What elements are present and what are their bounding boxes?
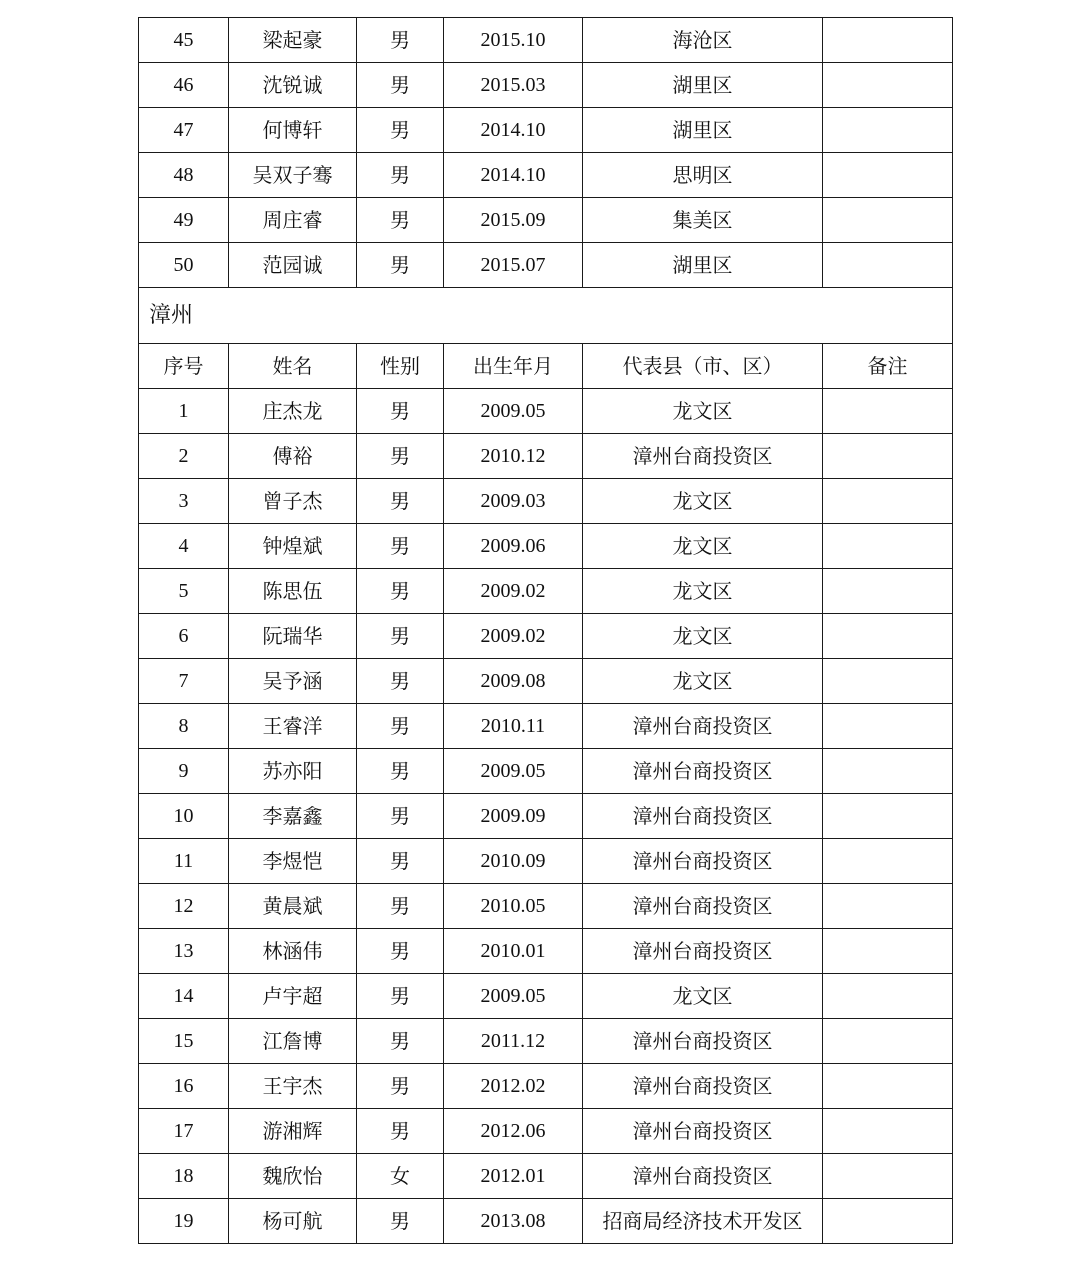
cell-district: 海沧区 bbox=[583, 18, 823, 63]
cell-note bbox=[823, 794, 953, 839]
cell-birth: 2012.01 bbox=[444, 1154, 583, 1199]
cell-birth: 2015.10 bbox=[444, 18, 583, 63]
header-row bbox=[139, 344, 953, 389]
cell-note bbox=[823, 389, 953, 434]
table-row bbox=[139, 389, 953, 434]
cell-birth: 2014.10 bbox=[444, 108, 583, 153]
cell-name: 何博轩 bbox=[229, 108, 357, 153]
cell-name: 钟煌斌 bbox=[229, 524, 357, 569]
cell-note bbox=[823, 153, 953, 198]
table-row bbox=[139, 749, 953, 794]
cell-note bbox=[823, 198, 953, 243]
cell-birth: 2009.09 bbox=[444, 794, 583, 839]
cell-district: 湖里区 bbox=[583, 243, 823, 288]
cell-note bbox=[823, 1064, 953, 1109]
cell-gender: 男 bbox=[357, 704, 444, 749]
cell-note bbox=[823, 1199, 953, 1244]
cell-note bbox=[823, 749, 953, 794]
cell-birth: 2015.03 bbox=[444, 63, 583, 108]
cell-gender: 男 bbox=[357, 153, 444, 198]
table-row bbox=[139, 569, 953, 614]
cell-district: 漳州台商投资区 bbox=[583, 1064, 823, 1109]
cell-name: 沈锐诚 bbox=[229, 63, 357, 108]
cell-birth: 2009.03 bbox=[444, 479, 583, 524]
header-no: 序号 bbox=[139, 344, 229, 389]
table-row bbox=[139, 659, 953, 704]
cell-no: 1 bbox=[139, 389, 229, 434]
cell-name: 江詹博 bbox=[229, 1019, 357, 1064]
cell-no: 18 bbox=[139, 1154, 229, 1199]
cell-district: 龙文区 bbox=[583, 479, 823, 524]
cell-birth: 2009.08 bbox=[444, 659, 583, 704]
cell-note bbox=[823, 1019, 953, 1064]
cell-name: 曾子杰 bbox=[229, 479, 357, 524]
cell-gender: 男 bbox=[357, 884, 444, 929]
cell-gender: 男 bbox=[357, 839, 444, 884]
cell-no: 50 bbox=[139, 243, 229, 288]
table-row bbox=[139, 974, 953, 1019]
cell-gender: 男 bbox=[357, 569, 444, 614]
cell-district: 龙文区 bbox=[583, 614, 823, 659]
cell-note bbox=[823, 704, 953, 749]
cell-name: 吴予涵 bbox=[229, 659, 357, 704]
cell-note bbox=[823, 108, 953, 153]
cell-gender: 男 bbox=[357, 243, 444, 288]
table-row bbox=[139, 1154, 953, 1199]
cell-no: 12 bbox=[139, 884, 229, 929]
cell-name: 庄杰龙 bbox=[229, 389, 357, 434]
cell-district: 漳州台商投资区 bbox=[583, 749, 823, 794]
cell-no: 4 bbox=[139, 524, 229, 569]
cell-note bbox=[823, 18, 953, 63]
cell-district: 湖里区 bbox=[583, 108, 823, 153]
cell-district: 集美区 bbox=[583, 198, 823, 243]
table-row bbox=[139, 614, 953, 659]
cell-gender: 男 bbox=[357, 63, 444, 108]
header-gender: 性别 bbox=[357, 344, 444, 389]
header-name: 姓名 bbox=[229, 344, 357, 389]
cell-gender: 男 bbox=[357, 524, 444, 569]
cell-birth: 2013.08 bbox=[444, 1199, 583, 1244]
cell-name: 李嘉鑫 bbox=[229, 794, 357, 839]
cell-birth: 2009.06 bbox=[444, 524, 583, 569]
cell-gender: 女 bbox=[357, 1154, 444, 1199]
cell-district: 招商局经济技术开发区 bbox=[583, 1199, 823, 1244]
cell-note bbox=[823, 1109, 953, 1154]
cell-birth: 2010.05 bbox=[444, 884, 583, 929]
cell-district: 龙文区 bbox=[583, 524, 823, 569]
cell-birth: 2012.02 bbox=[444, 1064, 583, 1109]
cell-no: 13 bbox=[139, 929, 229, 974]
cell-gender: 男 bbox=[357, 479, 444, 524]
cell-birth: 2015.07 bbox=[444, 243, 583, 288]
cell-district: 漳州台商投资区 bbox=[583, 1154, 823, 1199]
cell-no: 10 bbox=[139, 794, 229, 839]
cell-name: 范园诚 bbox=[229, 243, 357, 288]
cell-name: 黄晨斌 bbox=[229, 884, 357, 929]
cell-gender: 男 bbox=[357, 389, 444, 434]
table-row bbox=[139, 929, 953, 974]
cell-district: 漳州台商投资区 bbox=[583, 704, 823, 749]
cell-no: 47 bbox=[139, 108, 229, 153]
section-row bbox=[139, 288, 953, 344]
cell-gender: 男 bbox=[357, 1019, 444, 1064]
cell-district: 漳州台商投资区 bbox=[583, 839, 823, 884]
cell-note bbox=[823, 524, 953, 569]
table-row bbox=[139, 108, 953, 153]
table-row bbox=[139, 18, 953, 63]
cell-birth: 2009.02 bbox=[444, 569, 583, 614]
cell-district: 龙文区 bbox=[583, 659, 823, 704]
cell-note bbox=[823, 839, 953, 884]
cell-no: 19 bbox=[139, 1199, 229, 1244]
table-row bbox=[139, 479, 953, 524]
section-title: 漳州 bbox=[139, 288, 953, 344]
cell-name: 杨可航 bbox=[229, 1199, 357, 1244]
cell-birth: 2009.02 bbox=[444, 614, 583, 659]
cell-district: 龙文区 bbox=[583, 389, 823, 434]
cell-note bbox=[823, 974, 953, 1019]
cell-birth: 2010.11 bbox=[444, 704, 583, 749]
cell-district: 龙文区 bbox=[583, 569, 823, 614]
cell-birth: 2009.05 bbox=[444, 749, 583, 794]
cell-name: 周庄睿 bbox=[229, 198, 357, 243]
cell-gender: 男 bbox=[357, 929, 444, 974]
table-row bbox=[139, 1199, 953, 1244]
table-row bbox=[139, 884, 953, 929]
cell-name: 林涵伟 bbox=[229, 929, 357, 974]
previous-section-rows bbox=[139, 18, 953, 288]
cell-birth: 2009.05 bbox=[444, 974, 583, 1019]
zhangzhou-rows bbox=[139, 389, 953, 1244]
cell-gender: 男 bbox=[357, 1064, 444, 1109]
header-birth: 出生年月 bbox=[444, 344, 583, 389]
cell-gender: 男 bbox=[357, 974, 444, 1019]
cell-gender: 男 bbox=[357, 198, 444, 243]
cell-no: 3 bbox=[139, 479, 229, 524]
cell-district: 漳州台商投资区 bbox=[583, 1019, 823, 1064]
cell-district: 漳州台商投资区 bbox=[583, 434, 823, 479]
cell-district: 漳州台商投资区 bbox=[583, 1109, 823, 1154]
cell-no: 14 bbox=[139, 974, 229, 1019]
cell-no: 7 bbox=[139, 659, 229, 704]
cell-no: 2 bbox=[139, 434, 229, 479]
cell-no: 5 bbox=[139, 569, 229, 614]
cell-name: 阮瑞华 bbox=[229, 614, 357, 659]
cell-note bbox=[823, 479, 953, 524]
cell-note bbox=[823, 614, 953, 659]
cell-gender: 男 bbox=[357, 434, 444, 479]
cell-birth: 2010.12 bbox=[444, 434, 583, 479]
cell-gender: 男 bbox=[357, 18, 444, 63]
cell-no: 9 bbox=[139, 749, 229, 794]
table-row bbox=[139, 63, 953, 108]
cell-name: 吴双子骞 bbox=[229, 153, 357, 198]
table-row bbox=[139, 1109, 953, 1154]
cell-no: 17 bbox=[139, 1109, 229, 1154]
cell-gender: 男 bbox=[357, 659, 444, 704]
cell-name: 卢宇超 bbox=[229, 974, 357, 1019]
table-row bbox=[139, 794, 953, 839]
cell-name: 魏欣怡 bbox=[229, 1154, 357, 1199]
cell-no: 45 bbox=[139, 18, 229, 63]
cell-note bbox=[823, 1154, 953, 1199]
roster-table bbox=[138, 17, 953, 1244]
table-row bbox=[139, 524, 953, 569]
table-row bbox=[139, 1064, 953, 1109]
cell-name: 王宇杰 bbox=[229, 1064, 357, 1109]
header-district: 代表县（市、区） bbox=[583, 344, 823, 389]
cell-district: 漳州台商投资区 bbox=[583, 884, 823, 929]
cell-birth: 2010.09 bbox=[444, 839, 583, 884]
cell-note bbox=[823, 243, 953, 288]
cell-name: 傅裕 bbox=[229, 434, 357, 479]
cell-name: 王睿洋 bbox=[229, 704, 357, 749]
cell-district: 思明区 bbox=[583, 153, 823, 198]
cell-no: 46 bbox=[139, 63, 229, 108]
cell-gender: 男 bbox=[357, 614, 444, 659]
cell-note bbox=[823, 929, 953, 974]
table-row bbox=[139, 243, 953, 288]
cell-gender: 男 bbox=[357, 794, 444, 839]
cell-birth: 2014.10 bbox=[444, 153, 583, 198]
cell-birth: 2011.12 bbox=[444, 1019, 583, 1064]
cell-birth: 2015.09 bbox=[444, 198, 583, 243]
cell-district: 龙文区 bbox=[583, 974, 823, 1019]
cell-district: 湖里区 bbox=[583, 63, 823, 108]
zhangzhou-section bbox=[139, 288, 953, 389]
cell-note bbox=[823, 659, 953, 704]
cell-note bbox=[823, 434, 953, 479]
cell-no: 48 bbox=[139, 153, 229, 198]
cell-gender: 男 bbox=[357, 749, 444, 794]
cell-name: 游湘辉 bbox=[229, 1109, 357, 1154]
cell-name: 苏亦阳 bbox=[229, 749, 357, 794]
cell-gender: 男 bbox=[357, 108, 444, 153]
cell-district: 漳州台商投资区 bbox=[583, 929, 823, 974]
cell-name: 李煜恺 bbox=[229, 839, 357, 884]
cell-no: 6 bbox=[139, 614, 229, 659]
cell-no: 8 bbox=[139, 704, 229, 749]
cell-note bbox=[823, 63, 953, 108]
table-row bbox=[139, 1019, 953, 1064]
cell-no: 15 bbox=[139, 1019, 229, 1064]
cell-birth: 2012.06 bbox=[444, 1109, 583, 1154]
cell-no: 49 bbox=[139, 198, 229, 243]
cell-district: 漳州台商投资区 bbox=[583, 794, 823, 839]
cell-gender: 男 bbox=[357, 1199, 444, 1244]
table-row bbox=[139, 434, 953, 479]
header-note: 备注 bbox=[823, 344, 953, 389]
cell-gender: 男 bbox=[357, 1109, 444, 1154]
cell-name: 陈思伍 bbox=[229, 569, 357, 614]
cell-birth: 2010.01 bbox=[444, 929, 583, 974]
cell-birth: 2009.05 bbox=[444, 389, 583, 434]
cell-name: 梁起豪 bbox=[229, 18, 357, 63]
cell-no: 11 bbox=[139, 839, 229, 884]
table-row bbox=[139, 153, 953, 198]
cell-note bbox=[823, 569, 953, 614]
table-row bbox=[139, 704, 953, 749]
cell-no: 16 bbox=[139, 1064, 229, 1109]
table-row bbox=[139, 839, 953, 884]
cell-note bbox=[823, 884, 953, 929]
table-row bbox=[139, 198, 953, 243]
